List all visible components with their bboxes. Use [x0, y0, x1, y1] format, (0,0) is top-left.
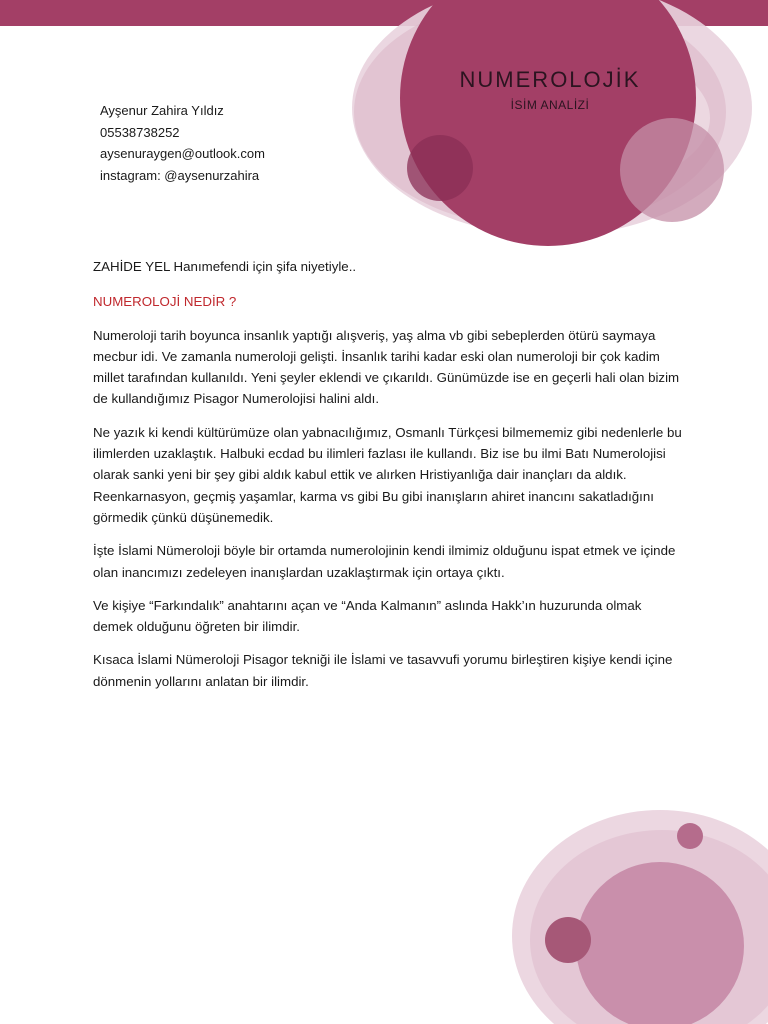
document-title: NUMEROLOJİK: [459, 67, 641, 92]
intro-line: ZAHİDE YEL Hanımefendi için şifa niyetiyle..: [93, 259, 357, 274]
title-block: [440, 66, 660, 112]
bottom-small-circle: [545, 917, 591, 963]
section-heading: NUMEROLOJİ NEDİR ?: [93, 294, 237, 310]
body-paragraph: İşte İslami Nümeroloji böyle bir ortamda numerolojinin kendi ilmimiz olduğunu ispat etmek ve içinde olan inancımızı zedeleyen inanışlardan uzaklaştırmak için ortaya çıktı.: [93, 543, 676, 580]
contact-phone: 05538738252: [100, 124, 180, 140]
contact-block: [100, 100, 265, 186]
contact-email: aysenuraygen@outlook.com: [100, 146, 265, 161]
document-subtitle: İSİM ANALİZİ: [510, 98, 590, 112]
document-body: [93, 256, 683, 704]
body-paragraph: Numeroloji tarih boyunca insanlık yaptığı alışveriş, yaş alma vb gibi sebeplerden ötürü saymaya mecbur idi. Ve zamanla numeroloji gelişti. İnsanlık tarihi kadar eski olan numeroloji bir çok kadim millet tarafından kullanıldı. Yeni şeyler eklendi ve çıkarıldı. Günümüzde ise en geçerli hali olan bizim de kullandığımız Pisagor Numerolojisi halini aldı.: [93, 327, 680, 407]
contact-name: Ayşenur Zahira Yıldız: [100, 103, 224, 118]
contact-instagram: instagram: @aysenurzahira: [100, 167, 260, 183]
body-paragraph: Ne yazık ki kendi kültürümüze olan yabnacılığımız, Osmanlı Türkçesi bilmememiz gibi nedenlerle bu ilimlerden uzaklaştık. Halbuki ecdad bu ilimleri fazlası ile kullandı. Biz ise bu ilmi Batı Numerolojisi olarak sanki yeni bir şey gibi aldık kabul ettik ve alırken Hristiyanlığa dair inançları da aldık. Reenkarnasyon, geçmiş yaşamlar, karma vs gibi Bu gibi inanışların ahiret inancını sakatladığını görmedik çünkü düşünemedik.: [93, 424, 682, 525]
bottom-dot: [677, 823, 703, 849]
body-paragraph: Ve kişiye “Farkındalık” anahtarını açan ve “Anda Kalmanın” aslında Hakk’ın huzurunda olmak demek olduğunu öğreten bir ilimdir.: [93, 597, 642, 635]
top-right-circle: [620, 118, 724, 222]
top-small-circle: [407, 135, 473, 201]
body-paragraph: Kısaca İslami Nümeroloji Pisagor tekniği ile İslami ve tasavvufi yorumu birleştiren kişiye kendi içine dönmenin yollarını anlatan bir ilimdir.: [93, 652, 673, 689]
bottom-main-circle: [576, 862, 744, 1024]
